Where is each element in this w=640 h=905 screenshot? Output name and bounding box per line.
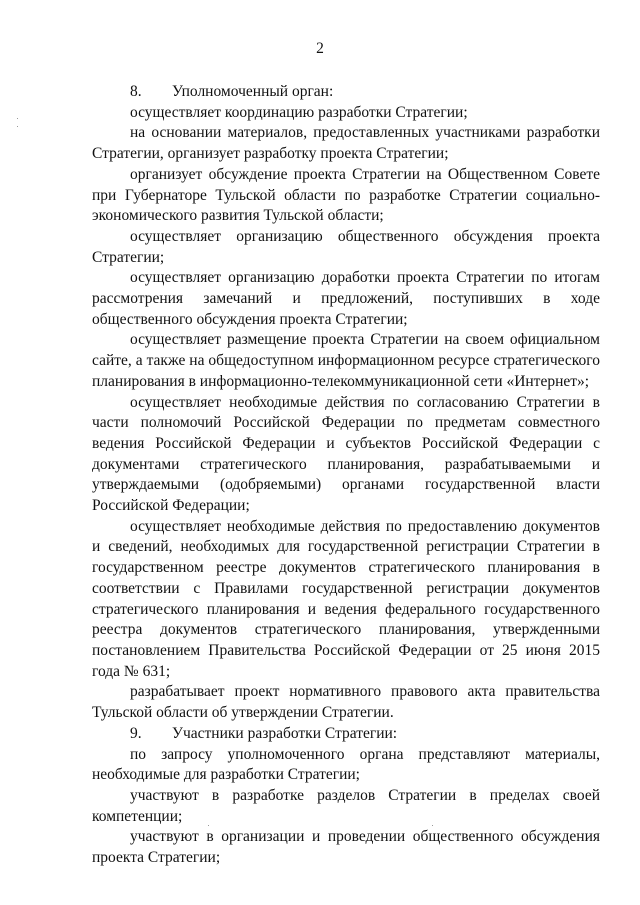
paragraph: осуществляет организацию доработки проекта Стратегии по итогам рассмотрения замечаний и предложений, поступивших в ходе общественного обсуждения проекта Стратегии;: [92, 269, 600, 328]
item-number: 8.: [130, 83, 142, 100]
paragraph: организует обсуждение проекта Стратегии на Общественном Совете при Губернаторе Тульской области по разработке Стратегии социально-экономического развития Тульской области;: [92, 165, 600, 225]
paragraph: осуществляет организацию общественного обсуждения проекта Стратегии;: [92, 227, 600, 266]
scan-speck: [432, 825, 433, 826]
paragraph: разрабатывает проект нормативного правового акта правительства Тульской области об утверждении Стратегии.: [92, 683, 600, 722]
paragraph: осуществляет необходимые действия по согласованию Стратегии в части полномочий Российской Федерации по предметам совместного ведения Российской Федерации и субъектов Российской Федерации с документами стратегического планирования, разрабатываемыми и утверждаемыми (одобряемыми) органами государственной власти Российской Федерации;: [92, 393, 600, 515]
paragraph-text: Уполномоченный орган:: [172, 83, 334, 100]
scan-speck: [17, 118, 18, 119]
paragraph: участвуют в разработке разделов Стратегии в пределах своей компетенции;: [92, 786, 600, 825]
page-number: 2: [316, 40, 324, 57]
paragraph: на основании материалов, предоставленных участниками разработки Стратегии, организует разработку проекта Стратегии;: [92, 124, 600, 163]
scan-speck: [208, 825, 209, 826]
scan-speck: [17, 126, 18, 127]
paragraph: осуществляет необходимые действия по предоставлению документов и сведений, необходимых для государственной регистрации Стратегии в государственном реестре документов стратегического планирования в соответствии с Правилами государственной регистрации документов стратегического планирования и ведения федерального государственного реестра документов стратегического планирования, утвержденными постановлением Правительства Российской Федерации от 25 июня 2015 года № 631;: [92, 517, 600, 680]
paragraph: осуществляет размещение проекта Стратегии на своем официальном сайте, а также на общедоступном информационном ресурсе стратегического планирования в информационно-телекоммуникационной сети «Интернет»;: [92, 331, 600, 390]
list-item-9-heading: [92, 724, 600, 745]
paragraph-text: Участники разработки Стратегии:: [172, 724, 398, 742]
paragraph: по запросу уполномоченного органа представляют материалы, необходимые для разработки Стратегии;: [92, 745, 600, 784]
paragraph: осуществляет координацию разработки Стратегии;: [130, 103, 468, 121]
list-item-8-heading: [92, 82, 600, 103]
item-number: 9.: [130, 724, 142, 742]
paragraph: участвуют в организации и проведении общественного обсуждения проекта Стратегии;: [92, 828, 600, 867]
document-body: [92, 82, 600, 869]
